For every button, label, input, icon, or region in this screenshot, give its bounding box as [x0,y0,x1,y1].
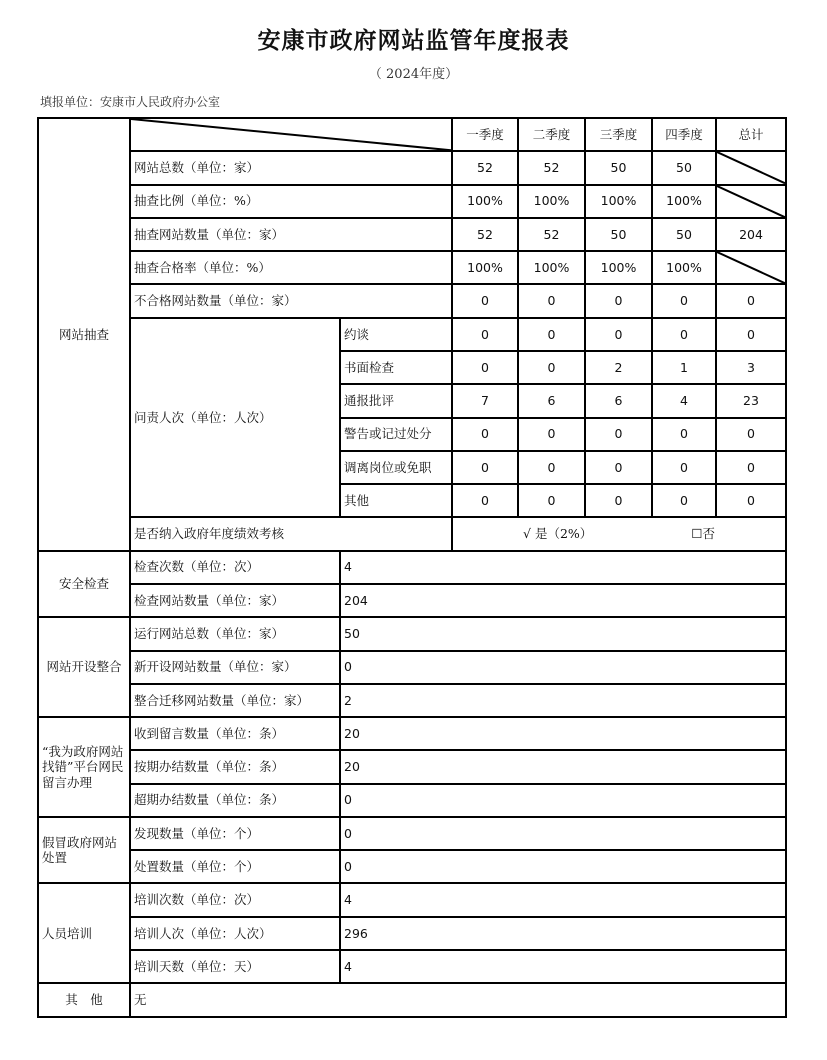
cell-value: 0 [340,850,786,883]
table-row [38,185,786,218]
cell-total: 0 [716,484,786,517]
cell-value: 100% [452,251,518,284]
section-label-other: 其 他 [38,983,130,1017]
table-row [38,651,786,684]
report-title: 安康市政府网站监管年度报表 [257,27,570,54]
cell-value: 6 [585,384,652,417]
cell-value: 无 [130,983,786,1017]
diagonal-empty-cell [716,251,786,284]
row-label: 培训次数（单位：次） [130,883,340,916]
table-row [38,850,786,883]
cell-value: 6 [518,384,585,417]
cell-value: 4 [340,883,786,916]
cell-value: 2 [340,684,786,717]
table-row [38,883,786,916]
diagonal-header-cell [130,118,452,151]
row-label: 发现数量（单位：个） [130,817,340,850]
assessment-no: ☐否 [691,526,715,542]
cell-value: 0 [452,318,518,351]
row-label: 整合迁移网站数量（单位：家） [130,684,340,717]
cell-total: 3 [716,351,786,384]
cell-value: 100% [452,185,518,218]
section-label-security: 安全检查 [38,551,130,618]
reporting-unit: 填报单位：安康市人民政府办公室 [40,95,221,109]
cell-value: 100% [518,185,585,218]
cell-value: 4 [652,384,716,417]
table-row [38,251,786,284]
cell-value: 0 [452,451,518,484]
table-row [38,917,786,950]
section-label-training: 人员培训 [38,883,130,983]
row-label: 运行网站总数（单位：家） [130,617,340,650]
cell-value: 100% [652,251,716,284]
row-label: 新开设网站数量（单位：家） [130,651,340,684]
header-q3: 三季度 [585,118,652,151]
cell-value: 0 [652,451,716,484]
table-row [38,950,786,983]
header-q4: 四季度 [652,118,716,151]
diagonal-empty-cell [716,151,786,184]
cell-value: 0 [585,484,652,517]
cell-value: 0 [518,451,585,484]
diagonal-line [717,186,785,217]
row-label: 超期办结数量（单位：条） [130,784,340,817]
cell-value: 0 [452,418,518,451]
cell-value: 100% [585,251,652,284]
row-label: 抽查合格率（单位：%） [130,251,452,284]
assessment-yes: √ 是（2%） [523,526,593,542]
section-label-spot-check: 网站抽查 [38,118,130,551]
row-label: 通报批评 [340,384,452,417]
row-label: 检查网站数量（单位：家） [130,584,340,617]
row-label: 收到留言数量（单位：条） [130,717,340,750]
cell-value: 0 [652,284,716,317]
cell-value: 50 [652,218,716,251]
header-q1: 一季度 [452,118,518,151]
cell-value: 0 [585,451,652,484]
table-row [38,218,786,251]
table-row [38,551,786,584]
cell-total: 0 [716,284,786,317]
cell-total: 0 [716,418,786,451]
row-label: 调离岗位或免职 [340,451,452,484]
section-label-integration: 网站开设整合 [38,617,130,717]
cell-value: 0 [652,418,716,451]
cell-value: 4 [340,551,786,584]
cell-value: 0 [585,318,652,351]
header-row [38,118,786,151]
cell-value: 0 [518,284,585,317]
table-row [38,817,786,850]
cell-value: 0 [585,284,652,317]
cell-value: 2 [585,351,652,384]
cell-value: 100% [585,185,652,218]
assessment-choice [452,517,786,550]
cell-value: 20 [340,750,786,783]
row-label: 抽查比例（单位：%） [130,185,452,218]
cell-value: 0 [585,418,652,451]
cell-value: 50 [652,151,716,184]
row-label: 书面检查 [340,351,452,384]
cell-value: 52 [452,218,518,251]
cell-value: 20 [340,717,786,750]
cell-value: 0 [518,418,585,451]
table-row [38,983,786,1017]
table-row [38,318,786,351]
report-table [37,117,787,1018]
table-row [38,584,786,617]
table-row [38,684,786,717]
row-label: 网站总数（单位：家） [130,151,452,184]
cell-value: 52 [452,151,518,184]
header-total: 总计 [716,118,786,151]
table-row [38,517,786,550]
table-row [38,617,786,650]
row-label: 其他 [340,484,452,517]
diagonal-line [717,152,785,183]
cell-value: 0 [652,318,716,351]
diagonal-line [717,252,785,283]
row-label: 抽查网站数量（单位：家） [130,218,452,251]
table-row [38,784,786,817]
row-label: 培训人次（单位：人次） [130,917,340,950]
cell-value: 296 [340,917,786,950]
cell-total: 204 [716,218,786,251]
cell-total: 0 [716,318,786,351]
cell-value: 52 [518,151,585,184]
cell-value: 0 [340,817,786,850]
section-label-feedback: “我为政府网站找错”平台网民留言办理 [38,717,130,817]
cell-value: 7 [452,384,518,417]
row-label: 培训天数（单位：天） [130,950,340,983]
cell-value: 1 [652,351,716,384]
report-year: （ 2024年度） [368,67,459,82]
cell-value: 0 [652,484,716,517]
table-row [38,284,786,317]
cell-value: 4 [340,950,786,983]
row-label: 约谈 [340,318,452,351]
section-label-fake-sites: 假冒政府网站处置 [38,817,130,884]
cell-value: 50 [585,151,652,184]
cell-total: 0 [716,451,786,484]
row-label: 不合格网站数量（单位：家） [130,284,452,317]
cell-value: 204 [340,584,786,617]
accountability-label: 问责人次（单位：人次） [130,318,340,518]
diagonal-line [131,119,451,150]
table-row [38,151,786,184]
cell-value: 52 [518,218,585,251]
table-row [38,717,786,750]
assessment-label: 是否纳入政府年度绩效考核 [130,517,452,550]
cell-value: 0 [518,351,585,384]
cell-value: 100% [518,251,585,284]
cell-value: 50 [340,617,786,650]
cell-value: 0 [518,318,585,351]
cell-value: 0 [452,284,518,317]
diagonal-empty-cell [716,185,786,218]
cell-total: 23 [716,384,786,417]
cell-value: 50 [585,218,652,251]
cell-value: 0 [452,351,518,384]
table-row [38,750,786,783]
cell-value: 100% [652,185,716,218]
cell-value: 0 [340,651,786,684]
header-q2: 二季度 [518,118,585,151]
row-label: 按期办结数量（单位：条） [130,750,340,783]
row-label: 警告或记过处分 [340,418,452,451]
cell-value: 0 [518,484,585,517]
row-label: 处置数量（单位：个） [130,850,340,883]
cell-value: 0 [340,784,786,817]
cell-value: 0 [452,484,518,517]
row-label: 检查次数（单位：次） [130,551,340,584]
